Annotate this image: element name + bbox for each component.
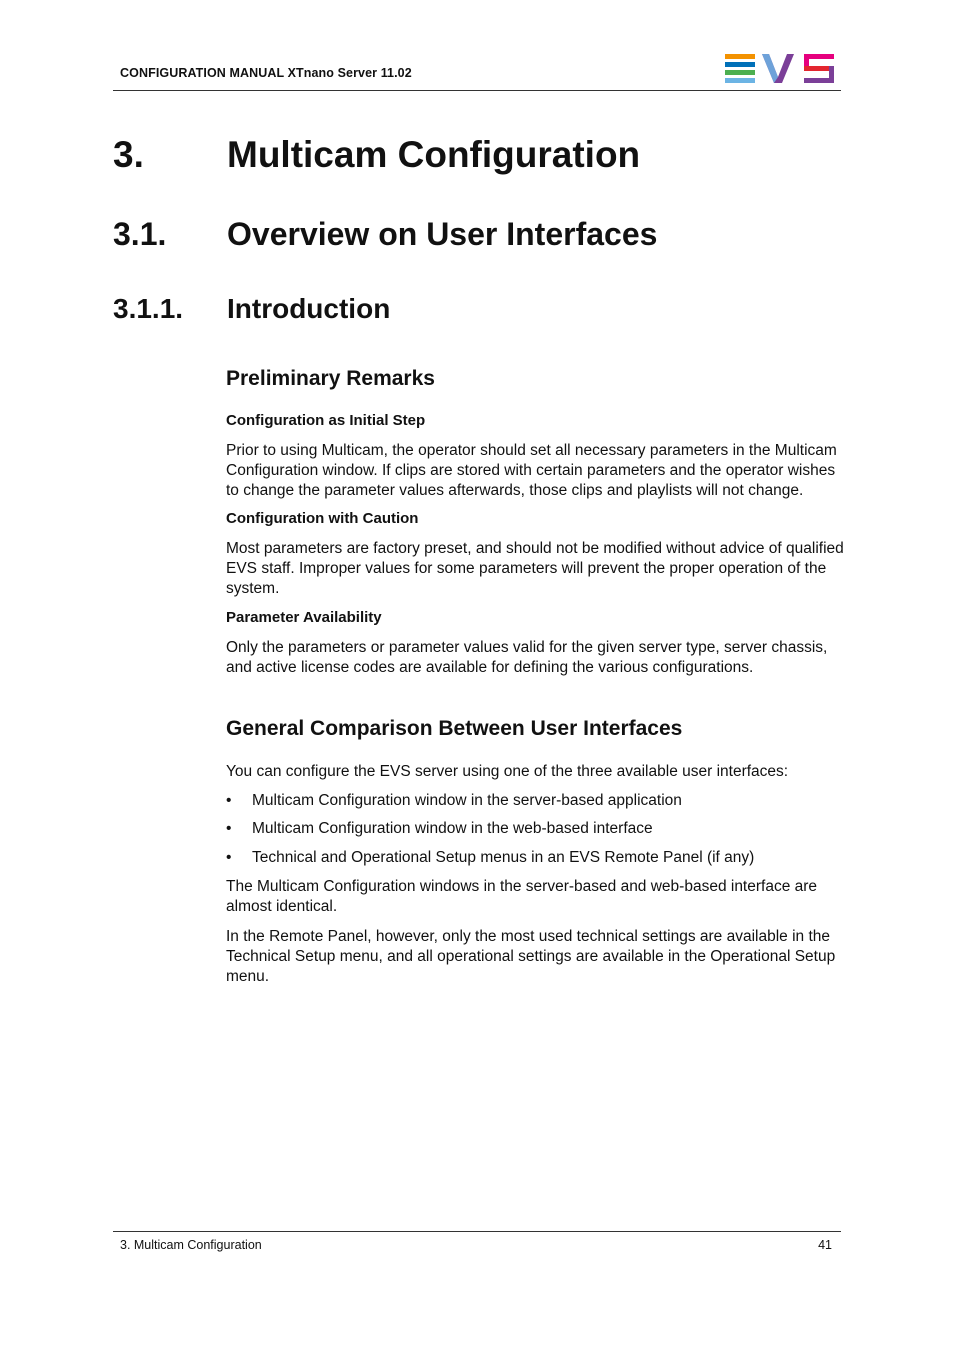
bullet-marker: •: [226, 820, 232, 837]
caution-heading: Configuration with Caution: [226, 510, 419, 527]
comparison-heading: General Comparison Between User Interfaces: [226, 717, 683, 740]
logo-v-left: [762, 54, 778, 83]
comparison-para-1: The Multicam Configuration windows in the server-based and web-based interface are almost identical.: [226, 878, 818, 916]
evs-logo: [724, 53, 836, 83]
h1-number: 3.: [113, 134, 144, 175]
logo-e-bar-lower: [725, 70, 755, 75]
list-item: Multicam Configuration window in the server-based application: [252, 792, 682, 809]
list-item: Technical and Operational Setup menus in an EVS Remote Panel (if any): [252, 849, 755, 866]
h1-title: Multicam Configuration: [227, 134, 641, 175]
h2-title: Overview on User Interfaces: [227, 216, 658, 252]
logo-e-bar-bottom: [725, 78, 755, 83]
h3-title: Introduction: [227, 293, 391, 324]
logo-e-bar-upper: [725, 62, 755, 67]
footer-chapter: 3. Multicam Configuration: [120, 1238, 262, 1252]
initial-step-text: Prior to using Multicam, the operator should set all necessary parameters in the Multicam Configuration window. If clips are stored with certain parameters and the operator wishes to change the parameter values afterwards, those clips and playlists will not change.: [226, 442, 837, 500]
comparison-intro: You can configure the EVS server using one of the three available user interfaces:: [226, 763, 789, 780]
bullet-marker: •: [226, 849, 232, 866]
footer-rule: [113, 1231, 841, 1232]
logo-s-bar-bottom: [804, 78, 834, 83]
header-title: CONFIGURATION MANUAL XTnano Server 11.02: [120, 66, 412, 80]
availability-text: Only the parameters or parameter values valid for the given server type, server chassis, and active license codes are available for defining the various configurations.: [226, 639, 828, 677]
logo-e-bar-top: [725, 54, 755, 59]
header-rule: [113, 90, 841, 91]
page-number: 41: [818, 1238, 832, 1252]
caution-text: Most parameters are factory preset, and should not be modified without advice of qualified EVS staff. Improper values for some parameters will prevent the proper operation of the system.: [226, 540, 844, 598]
h3-number: 3.1.1.: [113, 293, 184, 324]
list-item: Multicam Configuration window in the web-based interface: [252, 820, 653, 837]
bullet-marker: •: [226, 792, 232, 809]
availability-heading: Parameter Availability: [226, 609, 382, 626]
initial-step-heading: Configuration as Initial Step: [226, 412, 426, 429]
comparison-para-2: In the Remote Panel, however, only the most used technical settings are available in the Technical Setup menu, and all operational settings are available in the Operational Setup menu.: [226, 928, 836, 986]
h2-number: 3.1.: [113, 216, 167, 252]
preliminary-remarks-heading: Preliminary Remarks: [226, 367, 435, 390]
